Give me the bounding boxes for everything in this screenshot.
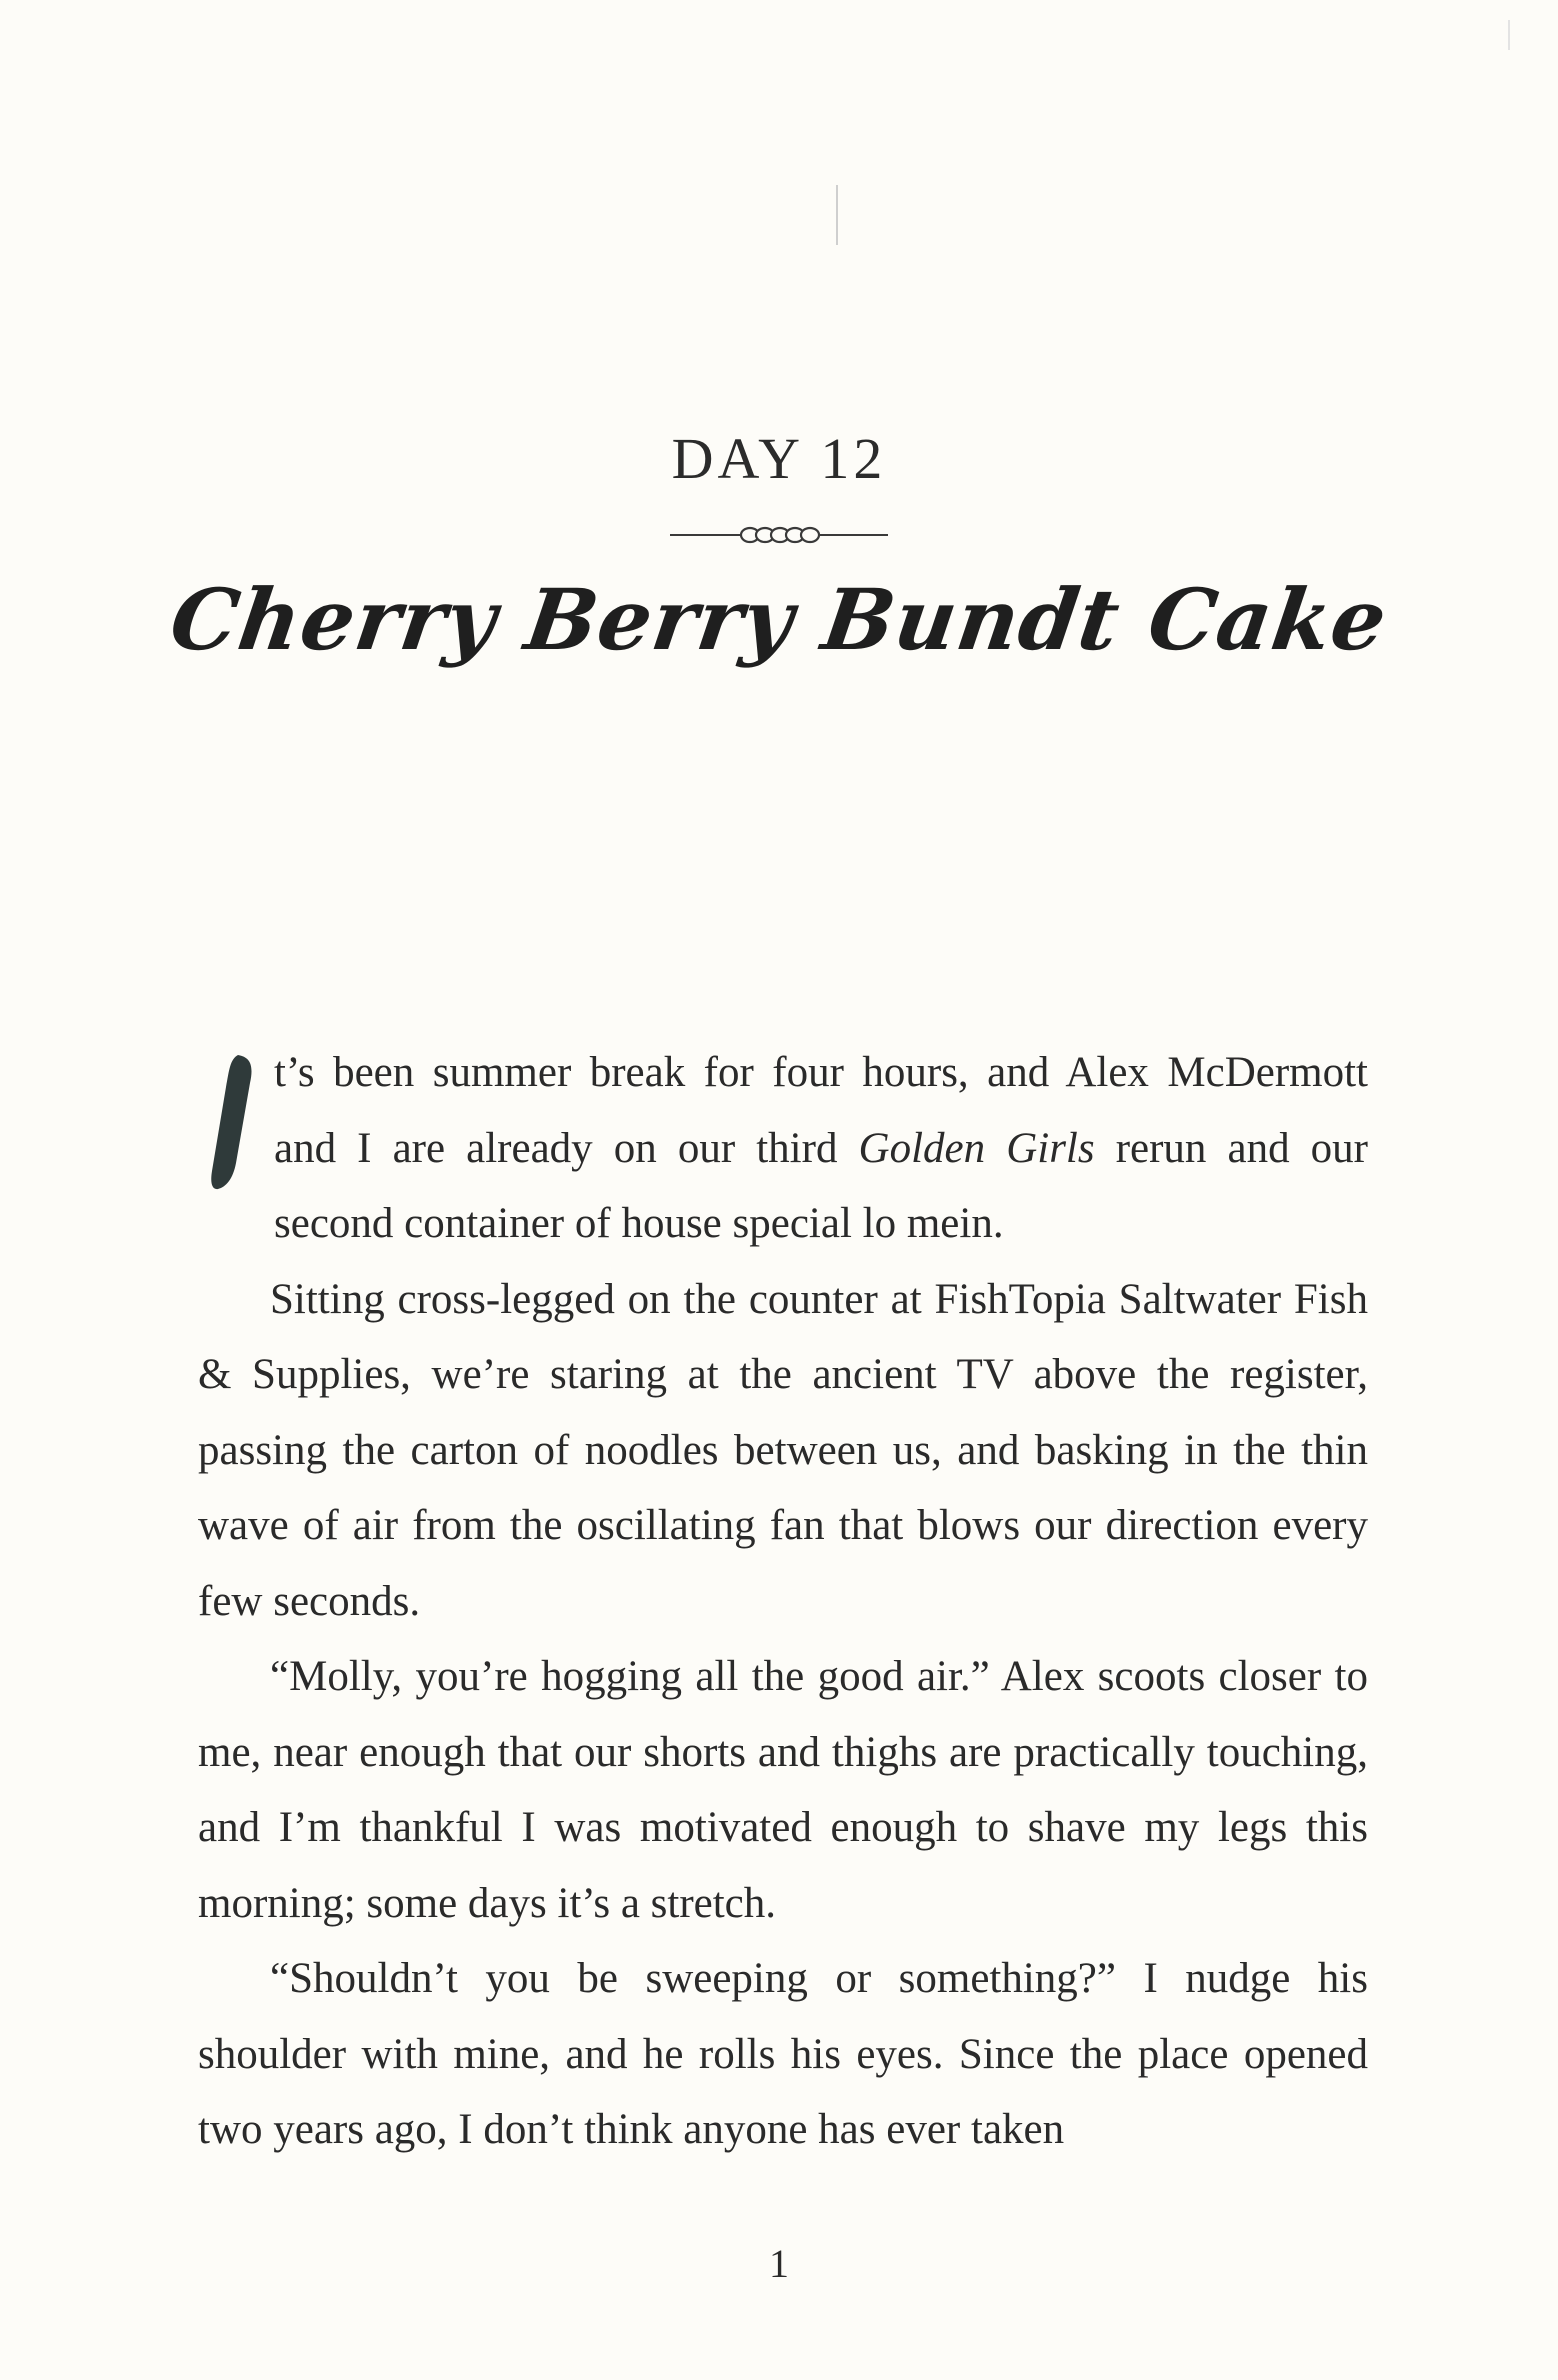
paragraph-opening bbox=[198, 1035, 1368, 1262]
scan-artifact-line bbox=[1508, 20, 1510, 50]
paragraph-opening-end: rerun and our second container of house special lo mein. bbox=[274, 1124, 1369, 1247]
body-text bbox=[198, 1035, 1368, 2168]
scan-artifact-line bbox=[836, 185, 838, 245]
chapter-day-label: DAY 12 bbox=[671, 426, 887, 491]
paragraph-opening-text: t’s been summer break for four hours, and Alex McDermott and I are already on our third bbox=[274, 1049, 1368, 1172]
ornament-divider-icon bbox=[670, 520, 888, 550]
show-title-italic: Golden Girls bbox=[858, 1124, 1095, 1172]
paragraph-2: Sitting cross-legged on the counter at FishTopia Saltwater Fish & Supplies, we’re staring at the ancient TV above the register, passing the carton of noodles between us, and basking in the thin wave of air from the oscillating fan that blows our direction every few seconds. bbox=[198, 1275, 1368, 1625]
paragraph-4: “Shouldn’t you be sweeping or something?” I nudge his shoulder with mine, and he rolls his eyes. Since the place opened two years ago, I don’t think anyone has ever taken bbox=[198, 1955, 1368, 2153]
dropcap-i-icon bbox=[198, 1053, 268, 1193]
page-number: 1 bbox=[769, 2241, 789, 2286]
chapter-title: Cherry Berry Bundt Cake bbox=[164, 570, 1394, 669]
paragraph-3: “Molly, you’re hogging all the good air.” Alex scoots closer to me, near enough that our shorts and thighs are practically touching, and I’m thankful I was motivated enough to shave my legs this morning; some days it’s a stretch. bbox=[198, 1653, 1368, 1927]
